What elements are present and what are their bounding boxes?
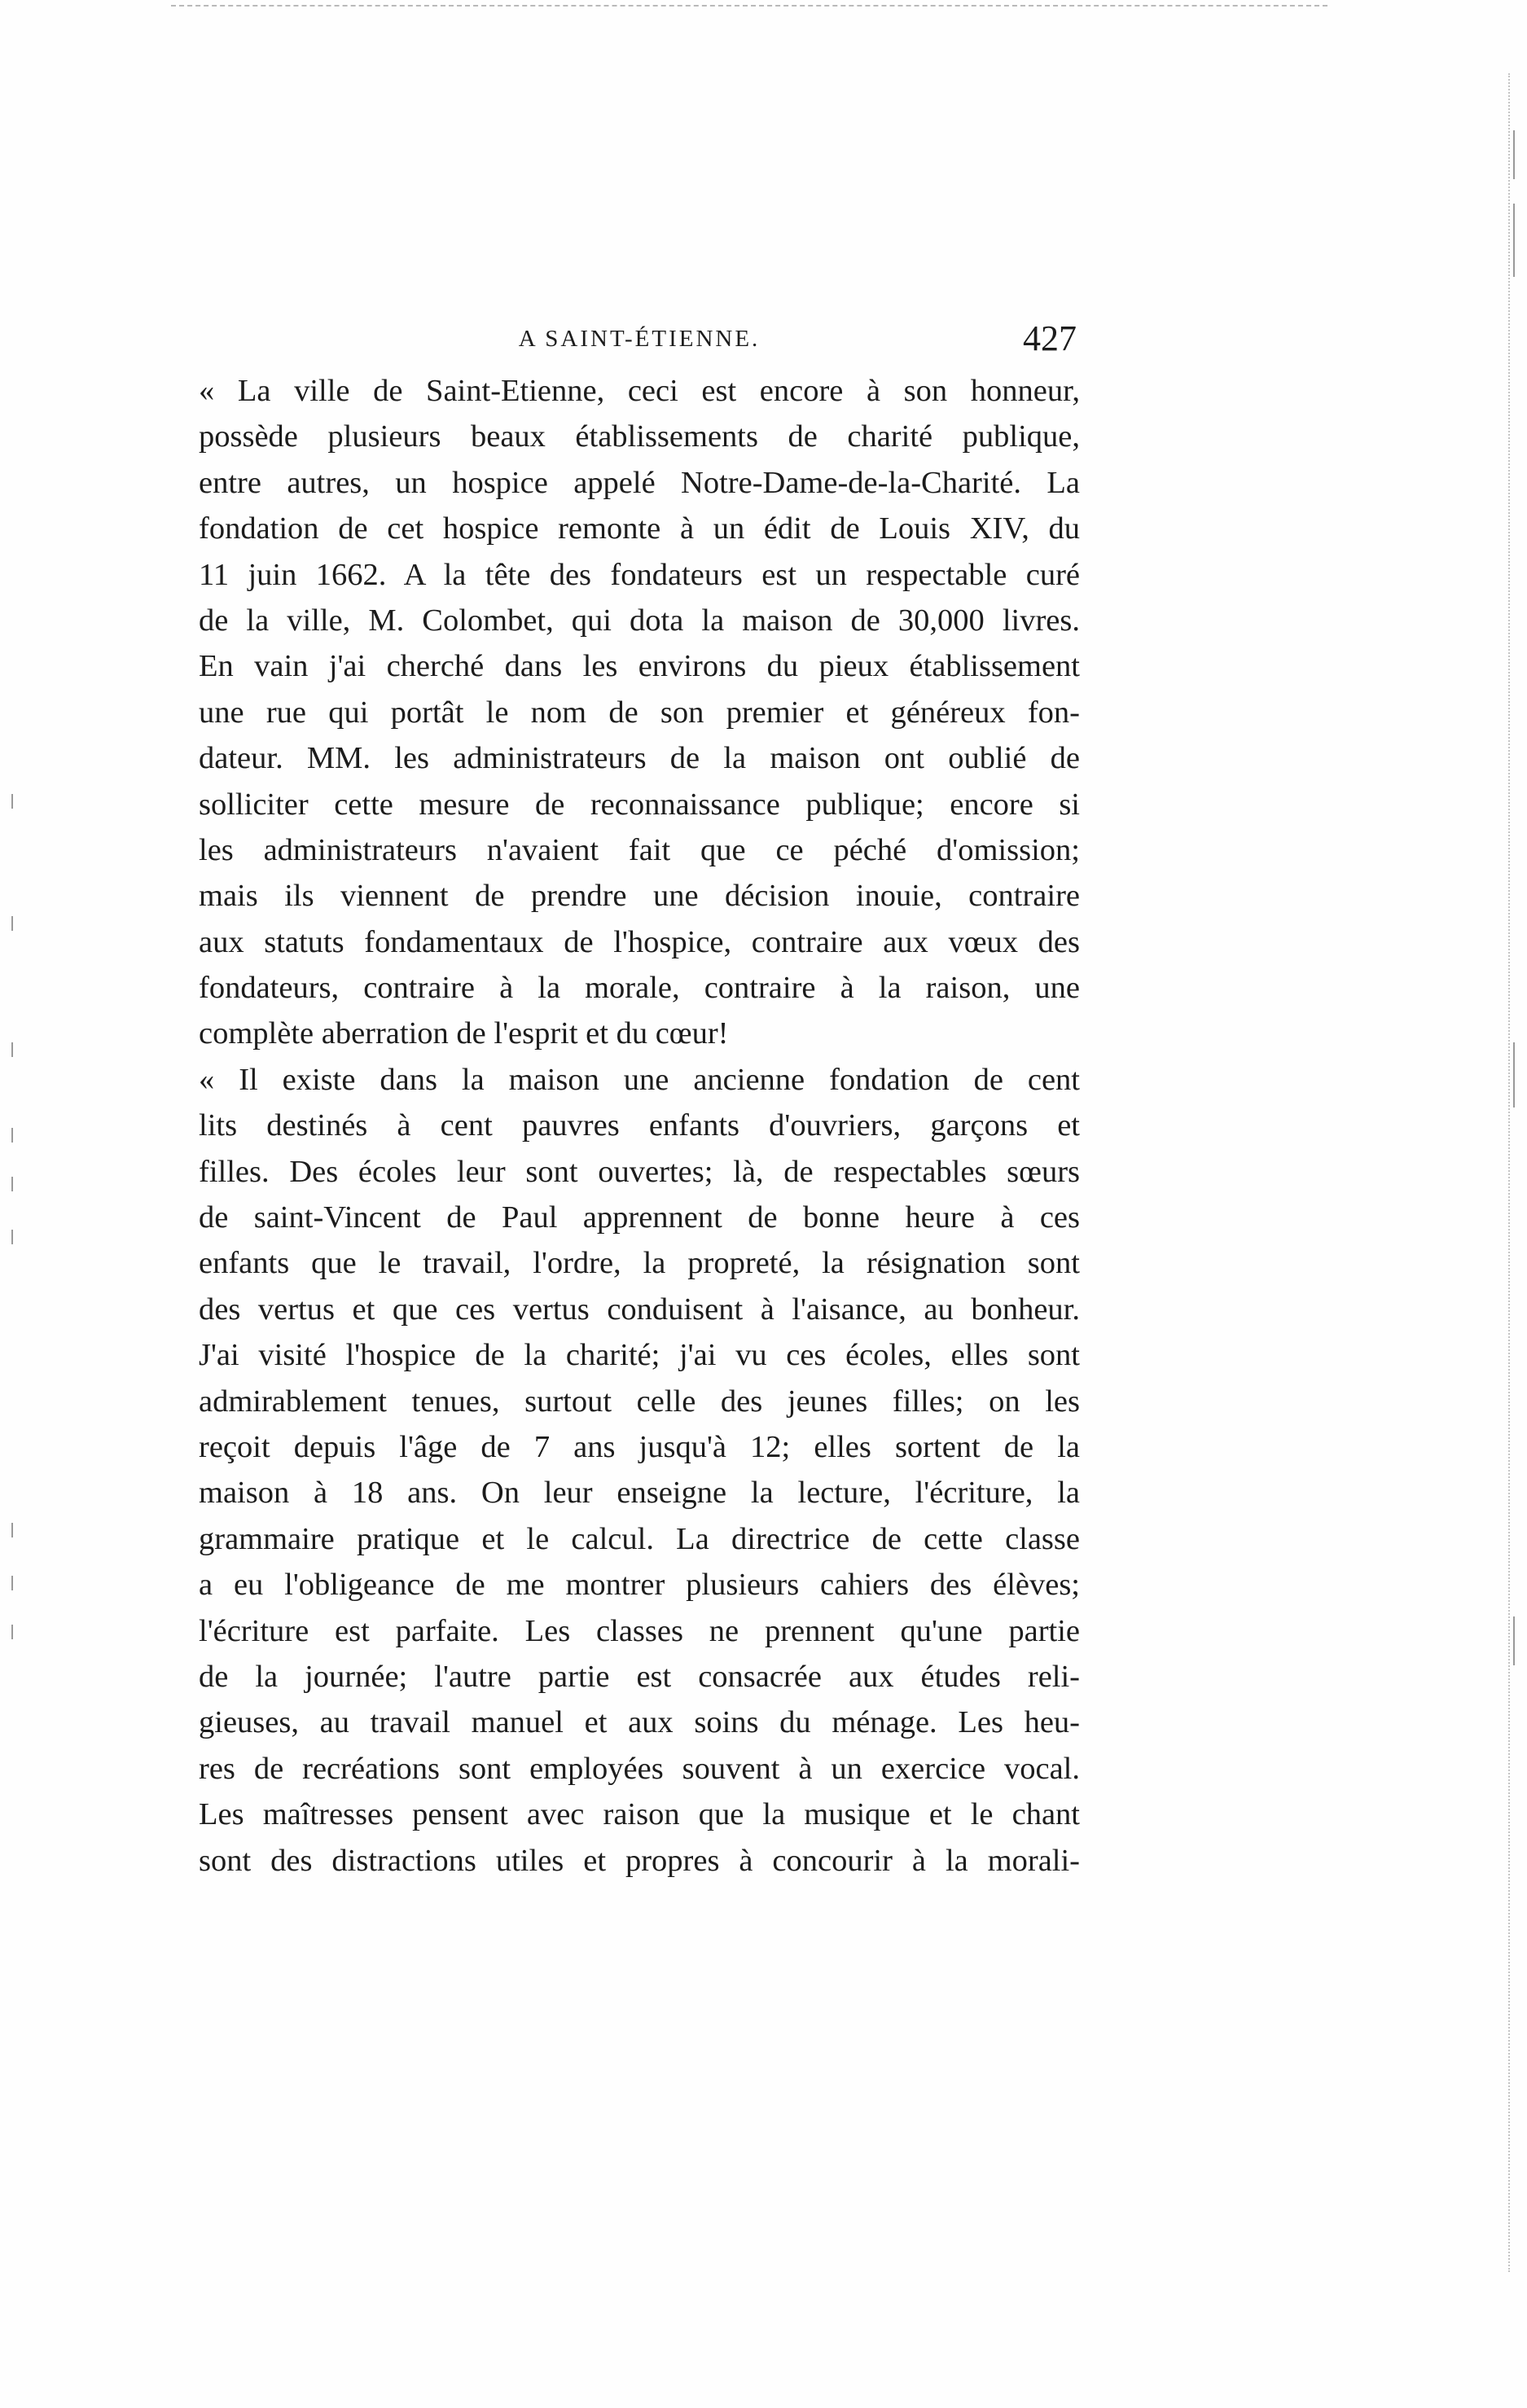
text-line: grammaire pratique et le calcul. La directrice de cette classe <box>199 1521 1080 1556</box>
text-line: fondation de cet hospice remonte à un édit de Louis XIV, du <box>199 511 1080 546</box>
text-line: mais ils viennent de prendre une décision inouie, contraire <box>199 879 1080 914</box>
body-text <box>199 368 1080 1884</box>
text-line: res de recréations sont employées souvent à un exercice vocal. <box>199 1751 1080 1786</box>
text-line: filles. Des écoles leur sont ouvertes; là, de respectables sœurs <box>199 1154 1080 1189</box>
margin-mark <box>11 1128 13 1143</box>
text-line: reçoit depuis l'âge de 7 ans jusqu'à 12; elles sortent de la <box>199 1429 1080 1464</box>
text-line: En vain j'ai cherché dans les environs du pieux établissement <box>199 649 1080 684</box>
text-line: J'ai visité l'hospice de la charité; j'ai vu ces écoles, elles sont <box>199 1338 1080 1373</box>
margin-mark <box>11 1625 13 1639</box>
margin-mark <box>1513 204 1515 277</box>
text-line: maison à 18 ans. On leur enseigne la lecture, l'écriture, la <box>199 1476 1080 1511</box>
text-line: a eu l'obligeance de me montrer plusieurs cahiers des élèves; <box>199 1568 1080 1603</box>
text-line: admirablement tenues, surtout celle des jeunes filles; on les <box>199 1384 1080 1419</box>
text-line: des vertus et que ces vertus conduisent à l'aisance, au bonheur. <box>199 1292 1080 1327</box>
text-line: enfants que le travail, l'ordre, la propreté, la résignation sont <box>199 1246 1080 1281</box>
running-title: A SAINT-ÉTIENNE. <box>518 326 761 352</box>
text-line: l'écriture est parfaite. Les classes ne prennent qu'une partie <box>199 1613 1080 1648</box>
text-line: 11 juin 1662. A la tête des fondateurs est un respectable curé <box>199 557 1080 592</box>
margin-mark <box>11 1042 13 1057</box>
running-head <box>199 318 1080 366</box>
text-line: de saint-Vincent de Paul apprennent de bonne heure à ces <box>199 1200 1080 1235</box>
text-line: les administrateurs n'avaient fait que ce péché d'omission; <box>199 832 1080 867</box>
margin-mark <box>11 916 13 931</box>
margin-mark <box>1513 130 1515 179</box>
text-line: entre autres, un hospice appelé Notre-Dame-de-la-Charité. La <box>199 465 1080 500</box>
text-line: lits destinés à cent pauvres enfants d'ouvriers, garçons et <box>199 1108 1080 1143</box>
text-line: « La ville de Saint-Etienne, ceci est encore à son honneur, <box>199 374 1080 408</box>
text-line: aux statuts fondamentaux de l'hospice, contraire aux vœux des <box>199 924 1080 959</box>
text-line: de la ville, M. Colombet, qui dota la maison de 30,000 livres. <box>199 603 1080 638</box>
text-line: sont des distractions utiles et propres à concourir à la morali- <box>199 1843 1080 1878</box>
text-line: complète aberration de l'esprit et du cœur! <box>199 1016 729 1051</box>
margin-mark <box>1513 1616 1515 1665</box>
scan-right-edge <box>1508 73 1510 2272</box>
text-line: solliciter cette mesure de reconnaissance publique; encore si <box>199 787 1080 822</box>
text-line: fondateurs, contraire à la morale, contraire à la raison, une <box>199 971 1080 1006</box>
margin-mark <box>11 1523 13 1537</box>
margin-mark <box>11 794 13 809</box>
margin-mark <box>11 1177 13 1191</box>
margin-mark <box>11 1230 13 1244</box>
text-line: gieuses, au travail manuel et aux soins du ménage. Les heu- <box>199 1705 1080 1740</box>
text-line: « Il existe dans la maison une ancienne fondation de cent <box>199 1062 1080 1097</box>
margin-mark <box>1513 1042 1515 1108</box>
page-number: 427 <box>1023 318 1077 358</box>
scan-top-edge <box>171 5 1327 7</box>
margin-mark <box>11 1576 13 1590</box>
text-line: Les maîtresses pensent avec raison que la musique et le chant <box>199 1797 1080 1832</box>
text-line: de la journée; l'autre partie est consacrée aux études reli- <box>199 1659 1080 1694</box>
text-line: dateur. MM. les administrateurs de la maison ont oublié de <box>199 741 1080 776</box>
text-line: une rue qui portât le nom de son premier et généreux fon- <box>199 695 1080 730</box>
text-line: possède plusieurs beaux établissements de charité publique, <box>199 419 1080 454</box>
